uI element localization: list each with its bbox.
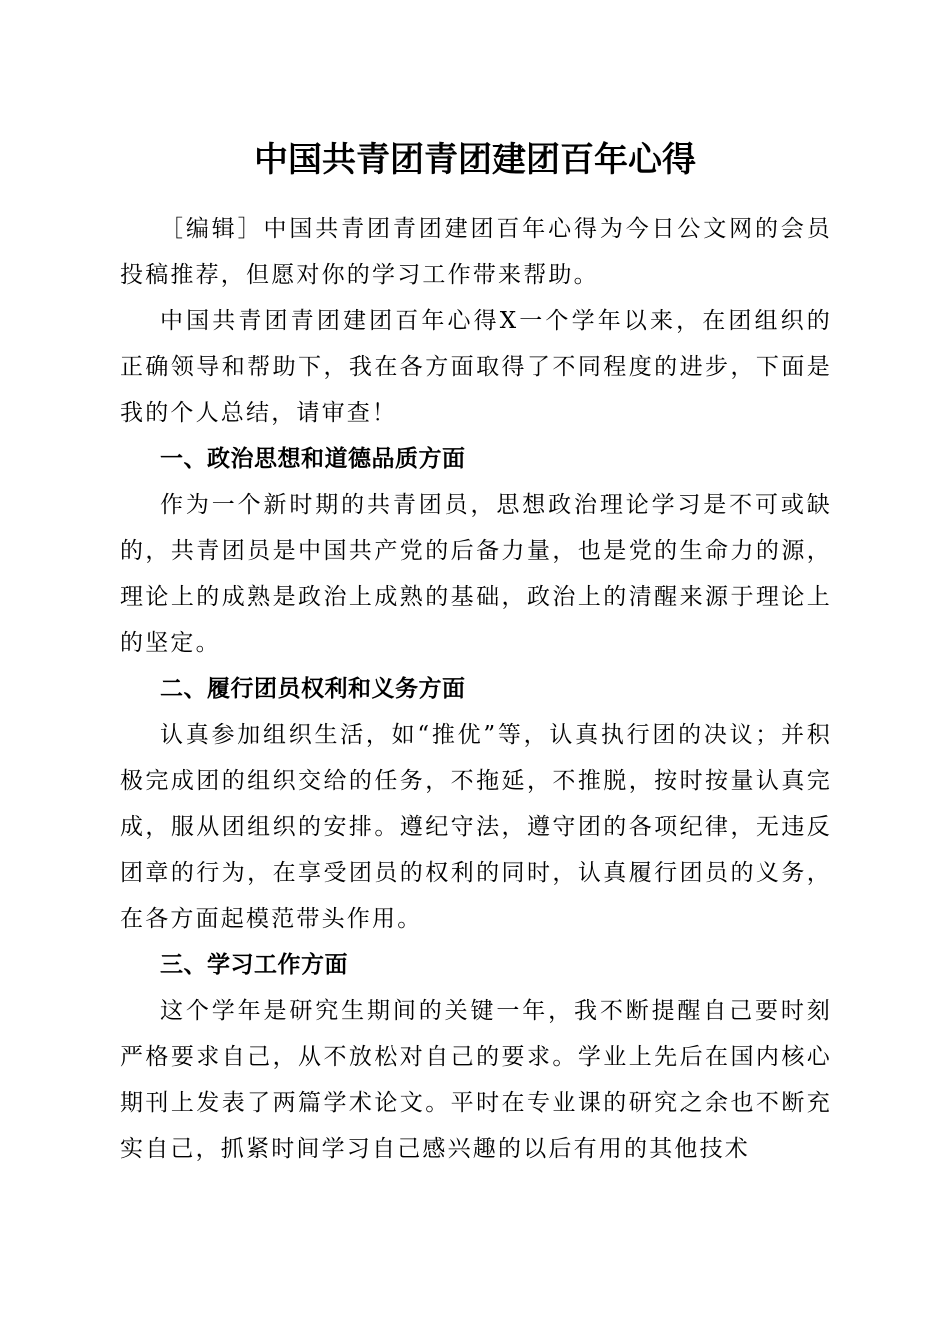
document-title: 中国共青团青团建团百年心得: [254, 140, 696, 180]
document-body: [120, 206, 832, 1172]
opening-paragraph: 中国共青团青团建团百年心得X一个学年以来，在团组织的正确领导和帮助下，我在各方面取得了不同程度的进步，下面是我的个人总结，请审查！: [120, 308, 832, 426]
intro-paragraph: ［编辑］中国共青团青团建团百年心得为今日公文网的会员投稿推荐，但愿对你的学习工作带来帮助。: [120, 216, 832, 288]
study-paragraph: 这个学年是研究生期间的关键一年，我不断提醒自己要时刻严格要求自己，从不放松对自己的要求。学业上先后在国内核心期刊上发表了两篇学术论文。平时在专业课的研究之余也不断充实自己，抓紧时间学习自己感兴趣的以后有用的其他技术: [120, 998, 832, 1162]
duties-paragraph: 认真参加组织生活，如“推优”等，认真执行团的决议；并积极完成团的组织交给的任务，不拖延，不推脱，按时按量认真完成，服从团组织的安排。遵纪守法，遵守团的各项纪律，无违反团章的行为，在享受团员的权利的同时，认真履行团员的义务，在各方面起模范带头作用。: [120, 722, 832, 932]
section-heading-politics: 一、政治思想和道德品质方面: [160, 446, 466, 472]
section-heading-study: 三、学习工作方面: [160, 952, 348, 978]
politics-paragraph: 作为一个新时期的共青团员，思想政治理论学习是不可或缺的，共青团员是中国共产党的后备力量，也是党的生命力的源，理论上的成熟是政治上成熟的基础，政治上的清醒来源于理论上的坚定。: [120, 492, 832, 656]
section-heading-duties: 二、履行团员权利和义务方面: [160, 676, 466, 702]
